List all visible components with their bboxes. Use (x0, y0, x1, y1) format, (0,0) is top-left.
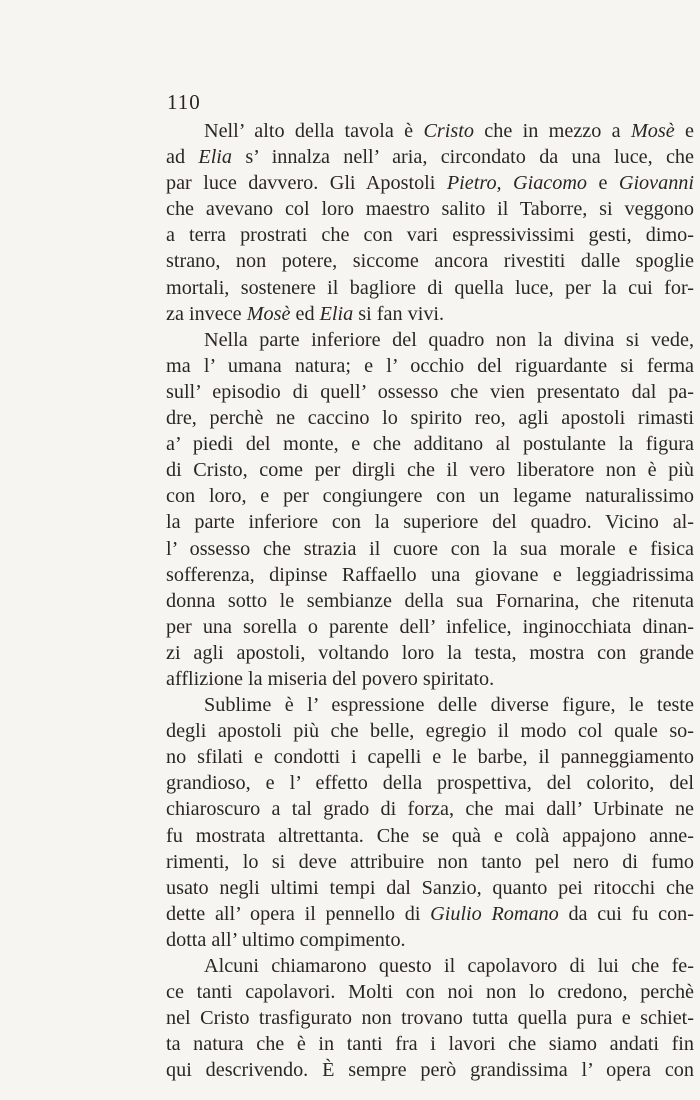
italic-name: Pietro, Giacomo (446, 172, 588, 195)
text-run: Alcuni chiamarono questo il capolavoro di lui che fe- (204, 955, 694, 977)
text-line (166, 849, 694, 875)
text-run: rimenti, lo si deve attribuire non tanto pel nero di fumo (166, 850, 694, 873)
text-line (166, 144, 694, 170)
text-run: fu mostrata altrettanta. Che se quà e colà appajono anne- (166, 824, 694, 847)
text-line (166, 327, 694, 353)
text-run: a’ piedi del monte, e che additano al postulante la figura (166, 433, 694, 456)
text-line (166, 275, 694, 301)
text-line (166, 640, 694, 666)
text-run: Sublime è l’ espressione delle diverse figure, le teste (204, 694, 694, 717)
paragraph (166, 327, 694, 692)
italic-name: Elia (319, 302, 354, 325)
italic-name: Mosè (630, 120, 675, 142)
text-run: ta natura che è in tanti fra i lavori che siamo andati fin (166, 1033, 694, 1056)
text-run: da cui fu con- (558, 902, 694, 925)
text-run: dre, perchè ne caccino lo spirito reo, agli apostoli rimasti (166, 407, 694, 430)
text-line (166, 927, 694, 953)
text-run: Nell’ alto della tavola è (204, 120, 424, 142)
text-run: ad (166, 146, 199, 169)
text-line (166, 196, 694, 222)
italic-name: Giulio Romano (430, 902, 559, 925)
text-line (166, 1031, 694, 1057)
paragraph (166, 692, 694, 953)
text-line (166, 222, 694, 248)
text-line (166, 248, 694, 274)
text-run: Nella parte inferiore del quadro non la divina si vede, (204, 328, 694, 351)
text-line (166, 875, 694, 901)
text-run: che in mezzo a (473, 120, 631, 142)
text-line (166, 301, 694, 327)
text-line (166, 483, 694, 509)
italic-name: Mosè (246, 302, 291, 325)
italic-name: Giovanni (618, 172, 694, 195)
paragraph (166, 953, 694, 1083)
text-line (166, 1057, 694, 1083)
text-run: dette all’ opera il pennello di (166, 902, 431, 925)
text-run: par luce davvero. Gli Apostoli (166, 172, 447, 195)
text-run: afflizione la miseria del povero spiritato. (166, 667, 495, 690)
text-run: qui descrivendo. È sempre però grandissima l’ opera con (166, 1059, 694, 1082)
text-run: l’ ossesso che strazia il cuore con la sua morale e fisica (166, 537, 694, 560)
text-line (166, 457, 694, 483)
text-line (166, 744, 694, 770)
italic-name: Elia (198, 146, 233, 169)
italic-name: Cristo (423, 120, 474, 142)
text-run: e (587, 172, 619, 195)
text-line (166, 170, 694, 196)
text-line (166, 536, 694, 562)
text-run: mortali, sostenere il bagliore di quella luce, per la cui for- (166, 276, 694, 299)
text-line (166, 796, 694, 822)
text-run: no sfilati e condotti i capelli e le barbe, il panneggiamento (166, 746, 694, 769)
text-line (166, 718, 694, 744)
text-run: di Cristo, come per dirgli che il vero liberatore non è più (166, 459, 694, 482)
page-number: 110 (167, 90, 201, 114)
text-run: per una sorella o parente dell’ infelice, inginocchiata dinan- (166, 615, 694, 638)
text-run: strano, non potere, siccome ancora rivestiti dalle spoglie (166, 250, 694, 273)
text-line (166, 1005, 694, 1031)
text-run: a terra prostrati che con vari espressivissimi gesti, dimo- (166, 224, 694, 247)
text-line (166, 823, 694, 849)
text-line (166, 509, 694, 535)
text-run: degli apostoli più che belle, egregio il modo col quale so- (166, 720, 694, 743)
text-line (166, 562, 694, 588)
text-run: zi agli apostoli, voltando loro la testa, mostra con grande (166, 641, 694, 664)
text-line (166, 614, 694, 640)
text-run: ce tanti capolavori. Molti con noi non lo credono, perchè (166, 981, 694, 1004)
text-line (166, 979, 694, 1005)
text-run: e (674, 120, 694, 142)
text-line (166, 405, 694, 431)
text-line (166, 692, 694, 718)
text-line (166, 431, 694, 457)
text-run: sull’ episodio di quell’ ossesso che vien presentato dal pa- (166, 380, 694, 403)
body-text (166, 118, 694, 1083)
text-run: con loro, e per congiungere con un legame naturalissimo (166, 485, 694, 508)
text-line (166, 588, 694, 614)
paragraph (166, 118, 694, 327)
text-run: usato negli ultimi tempi dal Sanzio, quanto pei ritocchi che (166, 876, 694, 899)
text-line (166, 770, 694, 796)
text-line (166, 666, 694, 692)
text-run: za invece (166, 302, 247, 325)
text-run: ma l’ umana natura; e l’ occhio del riguardante si ferma (166, 354, 694, 377)
text-line (166, 118, 694, 144)
text-run: nel Cristo trasfigurato non trovano tutta quella pura e schiet- (166, 1007, 694, 1030)
text-line (166, 953, 694, 979)
text-line (166, 353, 694, 379)
text-run: donna sotto le sembianze della sua Fornarina, che ritenuta (166, 589, 694, 612)
text-run: che avevano col loro maestro salito il Taborre, si veggono (166, 198, 694, 221)
text-run: grandioso, e l’ effetto della prospettiva, del colorito, del (166, 772, 694, 795)
text-run: dotta all’ ultimo compimento. (166, 928, 406, 951)
text-line (166, 901, 694, 927)
text-run: chiaroscuro a tal grado di forza, che mai dall’ Urbinate ne (166, 798, 694, 821)
text-run: s’ innalza nell’ aria, circondato da una luce, che (232, 146, 694, 169)
text-run: ed (290, 302, 320, 325)
text-line (166, 379, 694, 405)
text-run: si fan vivi. (353, 302, 445, 325)
text-run: sofferenza, dipinse Raffaello una giovane e leggiadrissima (166, 563, 694, 586)
text-run: la parte inferiore con la superiore del quadro. Vicino al- (166, 511, 694, 534)
